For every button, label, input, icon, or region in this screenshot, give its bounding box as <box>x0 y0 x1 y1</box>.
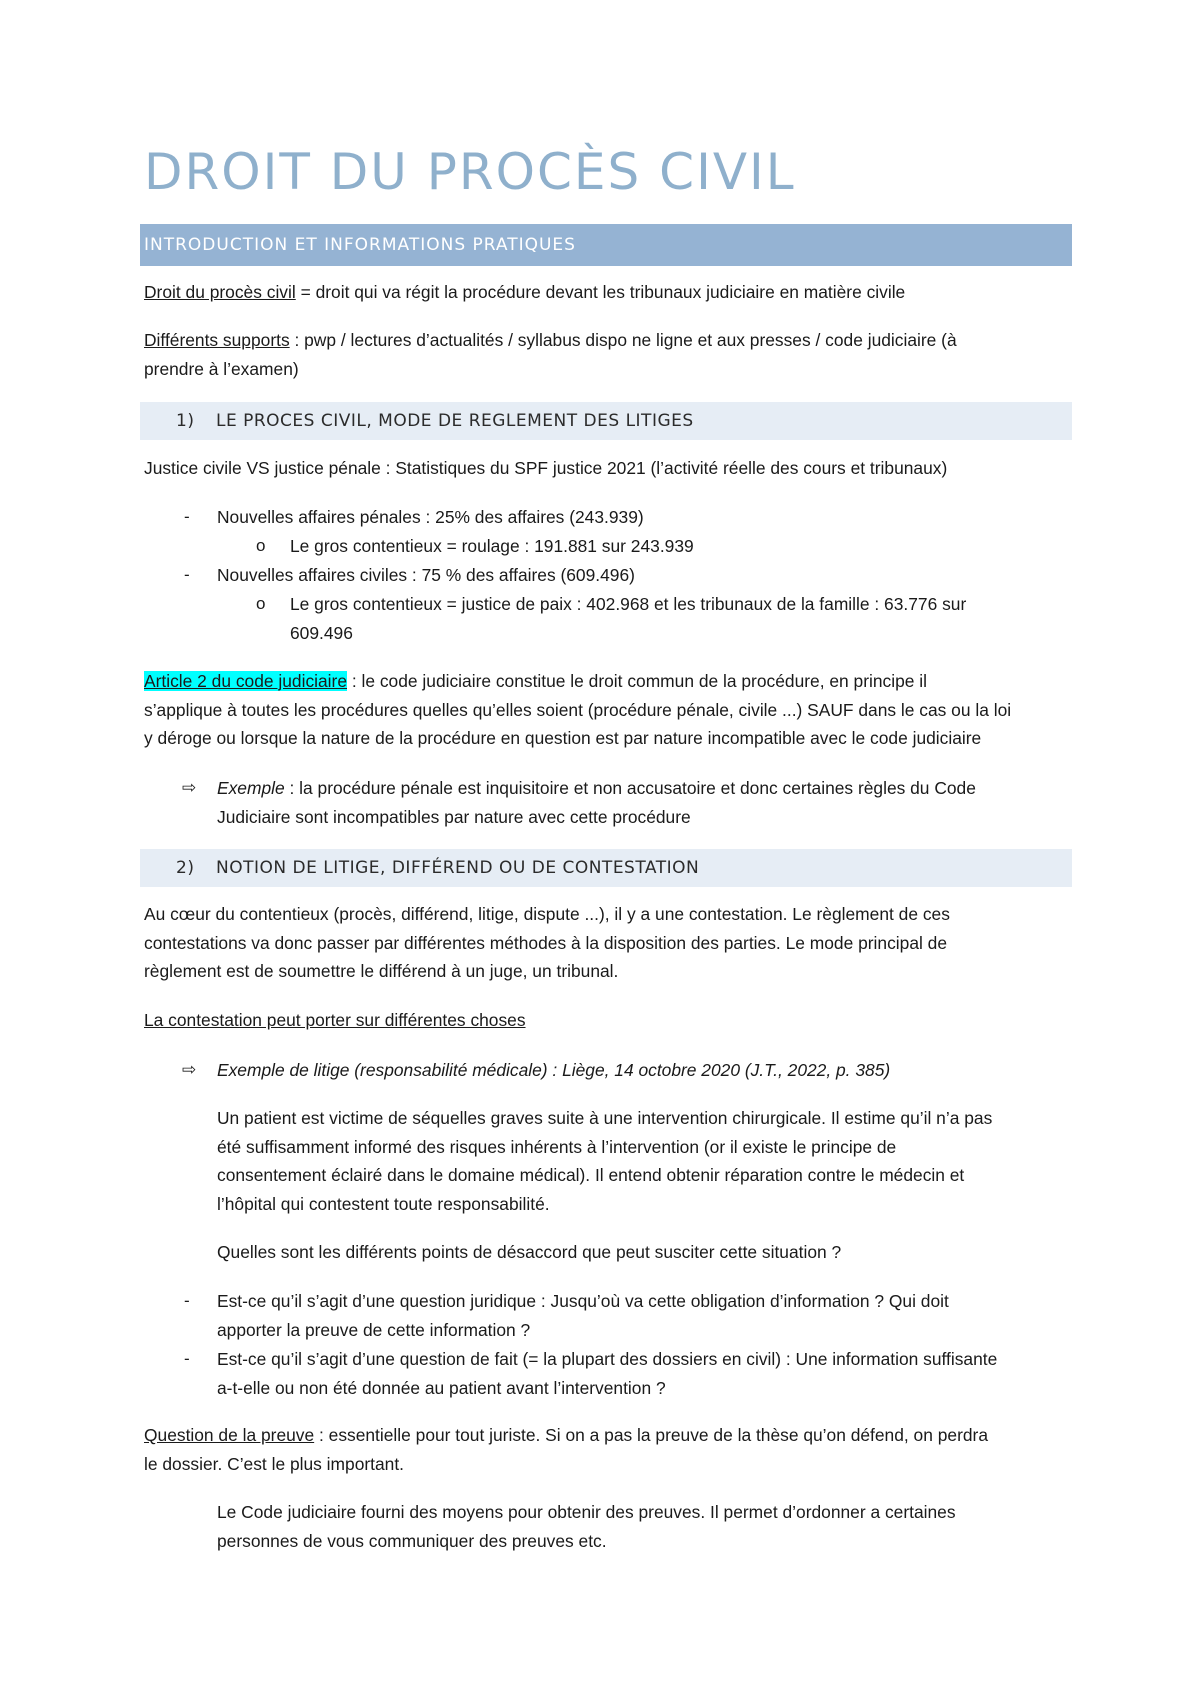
paragraph-example-1 <box>217 774 1072 831</box>
paragraph-contestation: La contestation peut porter sur différentes choses <box>144 1010 526 1030</box>
list-item-line2: 609.496 <box>290 622 353 643</box>
code-judiciaire-line2: personnes de vous communiquer des preuves etc. <box>217 1530 607 1551</box>
heading-section-2 <box>140 849 1072 887</box>
preuve-line2: le dossier. C’est le plus important. <box>144 1453 405 1474</box>
section-2-number: 2) <box>176 858 195 878</box>
paragraph-preuve <box>144 1421 1072 1478</box>
patient-line2: été suffisamment informé des risques inhérents à l’intervention (or il existe le principe de <box>217 1136 897 1157</box>
dash-bullet: - <box>184 1349 190 1368</box>
example-1-line2: Judiciaire sont incompatibles par nature avec cette procédure <box>217 806 691 827</box>
arrow-right-icon: ⇨ <box>182 1060 197 1079</box>
arrow-right-icon: ⇨ <box>182 778 197 797</box>
term-droit-proces-civil: Droit du procès civil <box>144 282 296 302</box>
paragraph-patient-case <box>217 1104 1072 1218</box>
paragraph-article-2 <box>144 667 1072 753</box>
heading-introduction: INTRODUCTION ET INFORMATIONS PRATIQUES <box>140 224 1072 266</box>
section-1-label: LE PROCES CIVIL, MODE DE REGLEMENT DES LITIGES <box>216 411 694 431</box>
article-2-line2: s’applique à toutes les procédures quelles qu’elles soient (procédure pénale, civile ...) SAUF dans le cas ou la loi <box>144 699 1012 720</box>
section-1-number: 1) <box>176 411 195 431</box>
supports-text-line2: prendre à l’examen) <box>144 358 299 379</box>
circle-bullet: o <box>256 594 266 613</box>
dash-bullet: - <box>184 1291 190 1310</box>
dash-bullet: - <box>184 565 190 584</box>
circle-bullet: o <box>256 536 266 555</box>
question-juridique-line1: Est-ce qu’il s’agit d’une question juridique : Jusqu’où va cette obligation d’information ? Qui doit <box>217 1291 949 1311</box>
list-item: Nouvelles affaires pénales : 25% des affaires (243.939) <box>217 507 644 527</box>
supports-text-line1: : pwp / lectures d’actualités / syllabus dispo ne ligne et aux presses / code judiciaire (à <box>289 330 957 350</box>
heading-section-1 <box>140 402 1072 440</box>
article-2-line3: y déroge ou lorsque la nature de la procédure en question est par nature incompatible avec le code judiciaire <box>144 728 982 748</box>
list-item <box>290 590 1072 647</box>
paragraph-supports <box>144 326 1072 383</box>
paragraph-definition <box>144 278 1072 307</box>
paragraph-statistics: Justice civile VS justice pénale : Statistiques du SPF justice 2021 (l’activité réelle des cours et tribunaux) <box>144 458 948 478</box>
contentieux-line1: Au cœur du contentieux (procès, différend, litige, dispute ...), il y a une contestation. Le règlement de ces <box>144 904 950 924</box>
question-fait-line1: Est-ce qu’il s’agit d’une question de fait (= la plupart des dossiers en civil) : Une information suffisante <box>217 1349 998 1369</box>
contentieux-line2: contestations va donc passer par différentes méthodes à la disposition des parties. Le mode principal de <box>144 932 948 953</box>
example-1-line1: : la procédure pénale est inquisitoire et non accusatoire et donc certaines règles du Code <box>284 778 976 798</box>
contentieux-line3: règlement est de soumettre le différend à un juge, un tribunal. <box>144 961 619 981</box>
list-item <box>217 1287 1072 1344</box>
article-2-line1: : le code judiciaire constitue le droit commun de la procédure, en principe il <box>347 671 927 691</box>
paragraph-example-litige: Exemple de litige (responsabilité médicale) : Liège, 14 octobre 2020 (J.T., 2022, p. 385) <box>217 1060 891 1080</box>
patient-line3: consentement éclairé dans le domaine médical). Il entend obtenir réparation contre le médecin et <box>217 1165 965 1185</box>
term-question-preuve: Question de la preuve <box>144 1425 315 1445</box>
code-judiciaire-line1: Le Code judiciaire fourni des moyens pour obtenir des preuves. Il permet d’ordonner a certaines <box>217 1502 956 1522</box>
section-2-label: NOTION DE LITIGE, DIFFÉREND OU DE CONTESTATION <box>216 858 700 878</box>
preuve-line1: : essentielle pour tout juriste. Si on a pas la preuve de la thèse qu’on défend, on perdra <box>314 1425 989 1445</box>
patient-line4: l’hôpital qui contestent toute responsabilité. <box>217 1193 550 1214</box>
question-fait-line2: a-t-elle ou non été donnée au patient avant l’intervention ? <box>217 1377 666 1398</box>
paragraph-code-judiciaire <box>217 1498 1072 1555</box>
patient-line1: Un patient est victime de séquelles graves suite à une intervention chirurgicale. Il estime qu’il n’a pas <box>217 1108 993 1128</box>
question-juridique-line2: apporter la preuve de cette information ? <box>217 1319 531 1340</box>
term-supports: Différents supports <box>144 330 290 350</box>
highlighted-article-2-link: Article 2 du code judiciaire <box>144 671 347 691</box>
list-item-line1: Le gros contentieux = justice de paix : 402.968 et les tribunaux de la famille : 63.776 sur <box>290 594 967 614</box>
definition-text: = droit qui va régit la procédure devant les tribunaux judiciaire en matière civile <box>295 282 906 302</box>
list-item: Le gros contentieux = roulage : 191.881 sur 243.939 <box>290 536 694 556</box>
list-item <box>217 1345 1072 1402</box>
paragraph-question: Quelles sont les différents points de désaccord que peut susciter cette situation ? <box>217 1242 842 1262</box>
paragraph-contentieux <box>144 900 1072 986</box>
dash-bullet: - <box>184 507 190 526</box>
list-item: Nouvelles affaires civiles : 75 % des affaires (609.496) <box>217 565 635 585</box>
example-label: Exemple <box>217 778 285 798</box>
document-title: DROIT DU PROCÈS CIVIL <box>144 143 796 201</box>
